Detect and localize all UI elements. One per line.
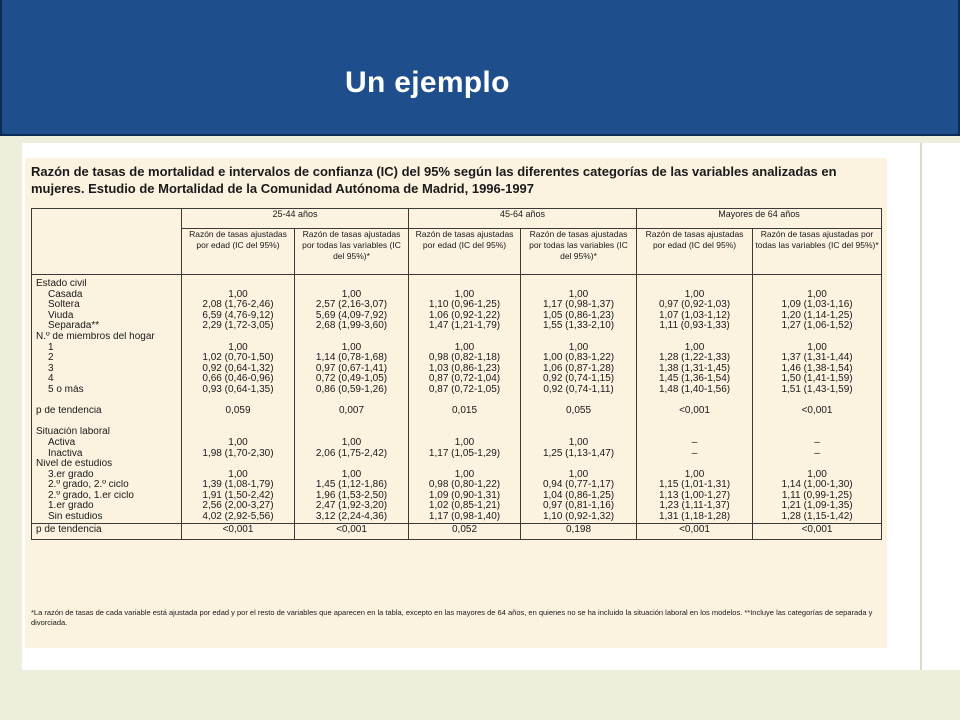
rate-ratio-value: 1,96 (1,53-2,50)	[315, 490, 388, 501]
corner-cell	[32, 209, 182, 275]
value-column	[409, 275, 521, 524]
subheader-age-adjusted: Razón de tasas ajustadas por edad (IC del 95%)	[182, 229, 295, 275]
rate-ratio-value: 2,29 (1,72-3,05)	[202, 321, 274, 332]
rate-ratio-value: 1,20 (1,14-1,25)	[781, 310, 853, 321]
row-label: 5 o más	[48, 384, 84, 395]
rate-ratio-value: 1,00	[454, 469, 475, 480]
row-gap	[295, 396, 408, 407]
group-header: 45-64 años	[409, 209, 637, 229]
table-figure	[25, 158, 887, 648]
rate-ratio-value: 1,09 (0,90-1,31)	[428, 490, 501, 501]
rate-ratio-value: 0,015	[452, 406, 478, 417]
rate-ratio-value: 0,97 (0,92-1,03)	[658, 300, 731, 311]
row-gap	[182, 279, 294, 290]
row-gap	[295, 279, 408, 290]
rate-ratio-value: 1,00	[341, 437, 362, 448]
group-header-row	[32, 209, 882, 229]
rate-ratio-value: 0,66 (0,46-0,96)	[202, 374, 274, 385]
rate-ratio-value: 0,92 (0,74-1,11)	[543, 384, 614, 395]
trend-value: <0,001	[295, 523, 409, 539]
row-gap	[753, 459, 881, 470]
rate-ratio-value: 0,055	[566, 406, 592, 417]
rate-ratio-value: 1,45 (1,36-1,54)	[658, 374, 731, 385]
rate-ratio-value: 1,28 (1,22-1,33)	[658, 353, 731, 364]
rate-ratio-value: –	[691, 437, 698, 448]
rate-ratio-value: 1,06 (0,92-1,22)	[428, 310, 501, 321]
row-label: 2	[48, 353, 54, 364]
rate-ratio-value: 1,11 (0,93-1,33)	[659, 321, 730, 332]
row-gap	[409, 396, 520, 407]
rate-ratio-value: 1,47 (1,21-1,79)	[428, 321, 501, 332]
rate-ratio-value: 1,51 (1,43-1,59)	[781, 384, 853, 395]
rate-ratio-value: 1,00	[454, 437, 475, 448]
rate-ratio-value: 0,92 (0,64-1,32)	[202, 363, 274, 374]
row-label: 2.º grado, 2.º ciclo	[48, 480, 129, 491]
rate-ratio-value: 2,06 (1,75-2,42)	[315, 448, 388, 459]
subheader-fully-adjusted: Razón de tasas ajustadas por todas las variables (IC del 95%)*	[521, 229, 637, 275]
rate-ratio-value: 1,11 (0,99-1,25)	[781, 490, 853, 501]
rate-ratio-value: 1,00	[228, 437, 248, 448]
slide-title: Un ejemplo	[345, 66, 510, 99]
rate-ratio-value: 1,17 (0,98-1,37)	[542, 300, 615, 311]
trend-label: p de tendencia	[32, 523, 182, 539]
row-gap	[521, 459, 636, 470]
rate-ratio-value: 1,14 (1,00-1,30)	[781, 480, 853, 491]
row-label: Separada**	[48, 321, 100, 332]
rate-ratio-value: 1,00	[454, 342, 475, 353]
row-gap	[182, 396, 294, 407]
trend-row	[32, 523, 882, 539]
trend-value: 0,052	[409, 523, 521, 539]
title-band	[0, 0, 960, 136]
row-label: 3.er grado	[48, 469, 94, 480]
row-label: Nivel de estudios	[36, 459, 113, 470]
rate-ratio-value: 1,00	[341, 469, 362, 480]
trend-value: <0,001	[753, 523, 882, 539]
rate-ratio-value: 1,21 (1,09-1,35)	[781, 501, 853, 512]
trend-value: <0,001	[637, 523, 753, 539]
rate-ratio-value: 0,98 (0,82-1,18)	[428, 353, 501, 364]
rate-ratio-value: 1,00	[228, 289, 248, 300]
row-gap	[295, 427, 408, 438]
rate-ratio-value: 1,46 (1,38-1,54)	[781, 363, 853, 374]
subheader-fully-adjusted: Razón de tasas ajustadas por todas las variables (IC del 95%)*	[753, 229, 882, 275]
row-label: p de tendencia	[36, 406, 102, 417]
row-label: Inactiva	[48, 448, 83, 459]
rate-ratio-value: 3,12 (2,24-4,36)	[315, 512, 388, 523]
rate-ratio-value: 1,05 (0,86-1,23)	[542, 310, 615, 321]
rate-ratio-value: 1,00	[684, 289, 705, 300]
rate-ratio-value: 0,87 (0,72-1,05)	[428, 384, 501, 395]
rate-ratio-value: 1,00	[568, 469, 589, 480]
rate-ratio-value: <0,001	[679, 406, 710, 417]
rate-ratio-value: 1,00	[341, 289, 362, 300]
table-footnote: *La razón de tasas de cada variable está ajustada por edad y por el resto de variables que aparecen en la tabla, excepto en las mayores de 64 años, en quienes no se ha incluido la situación laboral en los modelos. **Incluye las categorías de separada y divorciada.	[31, 608, 873, 627]
row-gap	[637, 459, 752, 470]
value-column	[182, 275, 295, 524]
rate-ratio-value: 1,31 (1,18-1,28)	[658, 512, 731, 523]
row-label: N.º de miembros del hogar	[36, 331, 155, 342]
rate-ratio-value: 5,69 (4,09-7,92)	[315, 310, 388, 321]
row-gap	[753, 427, 881, 438]
row-gap	[637, 396, 752, 407]
rate-ratio-value: 1,28 (1,15-1,42)	[781, 512, 853, 523]
rate-ratio-value: 1,37 (1,31-1,44)	[781, 353, 853, 364]
rate-ratio-value: 0,94 (0,77-1,17)	[542, 480, 615, 491]
rate-ratio-value: 1,10 (0,96-1,25)	[428, 300, 501, 311]
row-label: Estado civil	[36, 279, 87, 289]
value-column	[753, 275, 882, 524]
rate-ratio-value: 0,92 (0,74-1,15)	[542, 374, 615, 385]
row-gap	[637, 279, 752, 290]
row-gap	[409, 417, 520, 428]
rate-ratio-value: 1,17 (0,98-1,40)	[428, 512, 501, 523]
label-column	[32, 275, 182, 524]
rate-ratio-value: 0,97 (0,81-1,16)	[542, 501, 615, 512]
row-gap	[637, 417, 752, 428]
rate-ratio-value: 1,09 (1,03-1,16)	[781, 300, 853, 311]
value-column	[521, 275, 637, 524]
rate-ratio-value: 2,68 (1,99-3,60)	[315, 321, 388, 332]
row-label: 1.er grado	[48, 501, 94, 512]
rate-ratio-value: 0,97 (0,67-1,41)	[315, 363, 388, 374]
rate-ratio-value: 1,00	[684, 342, 705, 353]
rate-ratio-value: –	[691, 448, 698, 459]
row-gap	[32, 417, 181, 428]
row-gap	[637, 332, 752, 343]
row-gap	[637, 427, 752, 438]
rate-ratio-value: 0,72 (0,49-1,05)	[315, 374, 388, 385]
rate-ratio-value: 1,91 (1,50-2,42)	[202, 490, 274, 501]
table-caption: Razón de tasas de mortalidad e intervalos de confianza (IC) del 95% según las diferentes categorías de las variables analizadas en mujeres. Estudio de Mortalidad de la Comunidad Autónoma de Madrid, 1996-1997	[31, 164, 837, 196]
row-label: Soltera	[48, 300, 80, 311]
rate-ratio-value: 1,02 (0,70-1,50)	[202, 353, 274, 364]
rate-ratio-value: 1,00	[807, 289, 827, 300]
rate-ratio-value: 1,04 (0,86-1,25)	[542, 490, 615, 501]
row-label: 2.º grado, 1.er ciclo	[48, 490, 134, 501]
row-label: 4	[48, 374, 54, 385]
row-gap	[409, 332, 520, 343]
row-gap	[753, 417, 881, 428]
right-strip	[920, 143, 960, 670]
rate-ratio-value: 1,00	[228, 469, 248, 480]
row-gap	[182, 459, 294, 470]
rate-ratio-value: 1,17 (1,05-1,29)	[428, 448, 501, 459]
rate-ratio-value: 0,98 (0,80-1,22)	[428, 480, 501, 491]
rate-ratio-value: 1,00	[684, 469, 705, 480]
row-gap	[182, 417, 294, 428]
rate-ratio-value: 1,25 (1,13-1,47)	[542, 448, 615, 459]
value-column	[637, 275, 753, 524]
row-gap	[409, 279, 520, 290]
value-column	[295, 275, 409, 524]
rate-ratio-value: 1,00	[568, 437, 589, 448]
rate-ratio-value: 1,15 (1,01-1,31)	[658, 480, 731, 491]
rate-ratio-value: 1,00	[341, 342, 362, 353]
rate-ratio-value: 1,55 (1,33-2,10)	[542, 321, 615, 332]
row-label: Situación laboral	[36, 427, 110, 438]
row-gap	[521, 332, 636, 343]
row-gap	[32, 396, 181, 407]
rate-ratio-value: 2,08 (1,76-2,46)	[202, 300, 274, 311]
rate-ratio-value: 1,13 (1,00-1,27)	[658, 490, 731, 501]
row-gap	[409, 459, 520, 470]
row-gap	[182, 332, 294, 343]
rate-ratio-value: 1,27 (1,06-1,52)	[781, 321, 853, 332]
row-label: Viuda	[48, 310, 74, 321]
rate-ratio-value: 1,07 (1,03-1,12)	[658, 310, 731, 321]
rate-ratio-value: 0,86 (0,59-1,26)	[315, 384, 388, 395]
rate-ratio-value: 4,02 (2,92-5,56)	[202, 512, 274, 523]
row-gap	[521, 279, 636, 290]
row-gap	[521, 417, 636, 428]
rate-ratio-value: 1,00	[807, 469, 827, 480]
trend-value: 0,198	[521, 523, 637, 539]
row-gap	[182, 427, 294, 438]
row-label: 1	[48, 342, 54, 353]
row-label: 3	[48, 363, 54, 374]
rate-ratio-value: 1,03 (0,86-1,23)	[428, 363, 501, 374]
row-label: Casada	[48, 289, 83, 300]
rate-ratio-value: 0,93 (0,64-1,35)	[202, 384, 274, 395]
row-gap	[295, 417, 408, 428]
row-label: Sin estudios	[48, 512, 103, 523]
mortality-table	[31, 208, 882, 540]
rate-ratio-value: 1,45 (1,12-1,86)	[315, 480, 388, 491]
rate-ratio-value: 6,59 (4,76-9,12)	[202, 310, 274, 321]
subheader-age-adjusted: Razón de tasas ajustadas por edad (IC del 95%)	[409, 229, 521, 275]
rate-ratio-value: 1,14 (0,78-1,68)	[315, 353, 388, 364]
rate-ratio-value: 1,10 (0,92-1,32)	[542, 512, 615, 523]
subheader-age-adjusted: Razón de tasas ajustadas por edad (IC del 95%)	[637, 229, 753, 275]
rate-ratio-value: 1,00 (0,83-1,22)	[542, 353, 615, 364]
rate-ratio-value: 1,38 (1,31-1,45)	[658, 363, 731, 374]
rate-ratio-value: –	[814, 437, 820, 448]
rate-ratio-value: 1,02 (0,85-1,21)	[428, 501, 501, 512]
rate-ratio-value: 2,47 (1,92-3,20)	[315, 501, 388, 512]
rate-ratio-value: 0,059	[225, 406, 251, 417]
rate-ratio-value: 1,98 (1,70-2,30)	[202, 448, 274, 459]
row-gap	[521, 427, 636, 438]
row-gap	[409, 427, 520, 438]
rate-ratio-value: 1,39 (1,08-1,79)	[202, 480, 274, 491]
rate-ratio-value: 1,23 (1,11-1,37)	[659, 501, 730, 512]
rate-ratio-value: 1,00	[568, 289, 589, 300]
rate-ratio-value: 0,007	[338, 406, 365, 417]
trend-value: <0,001	[182, 523, 295, 539]
row-gap	[753, 332, 881, 343]
row-gap	[295, 332, 408, 343]
rate-ratio-value: 1,00	[228, 342, 248, 353]
row-gap	[521, 396, 636, 407]
bottom-band	[0, 670, 960, 720]
rate-ratio-value: –	[814, 448, 820, 459]
row-gap	[295, 459, 408, 470]
rate-ratio-value: 2,56 (2,00-3,27)	[202, 501, 274, 512]
rate-ratio-value: 1,00	[454, 289, 475, 300]
rate-ratio-value: <0,001	[801, 406, 833, 417]
body-row	[32, 275, 882, 524]
row-gap	[753, 279, 881, 290]
rate-ratio-value: 1,06 (0,87-1,28)	[542, 363, 615, 374]
subheader-fully-adjusted: Razón de tasas ajustadas por todas las variables (IC del 95%)*	[295, 229, 409, 275]
group-header: 25-44 años	[182, 209, 409, 229]
rate-ratio-value: 1,00	[568, 342, 589, 353]
rate-ratio-value: 0,87 (0,72-1,04)	[428, 374, 501, 385]
rate-ratio-value: 2,57 (2,16-3,07)	[315, 300, 388, 311]
rate-ratio-value: 1,48 (1,40-1,56)	[658, 384, 731, 395]
rate-ratio-value: 1,50 (1,41-1,59)	[781, 374, 853, 385]
rate-ratio-value: 1,00	[807, 342, 827, 353]
row-label: Activa	[48, 437, 76, 448]
group-header: Mayores de 64 años	[637, 209, 882, 229]
row-gap	[753, 396, 881, 407]
